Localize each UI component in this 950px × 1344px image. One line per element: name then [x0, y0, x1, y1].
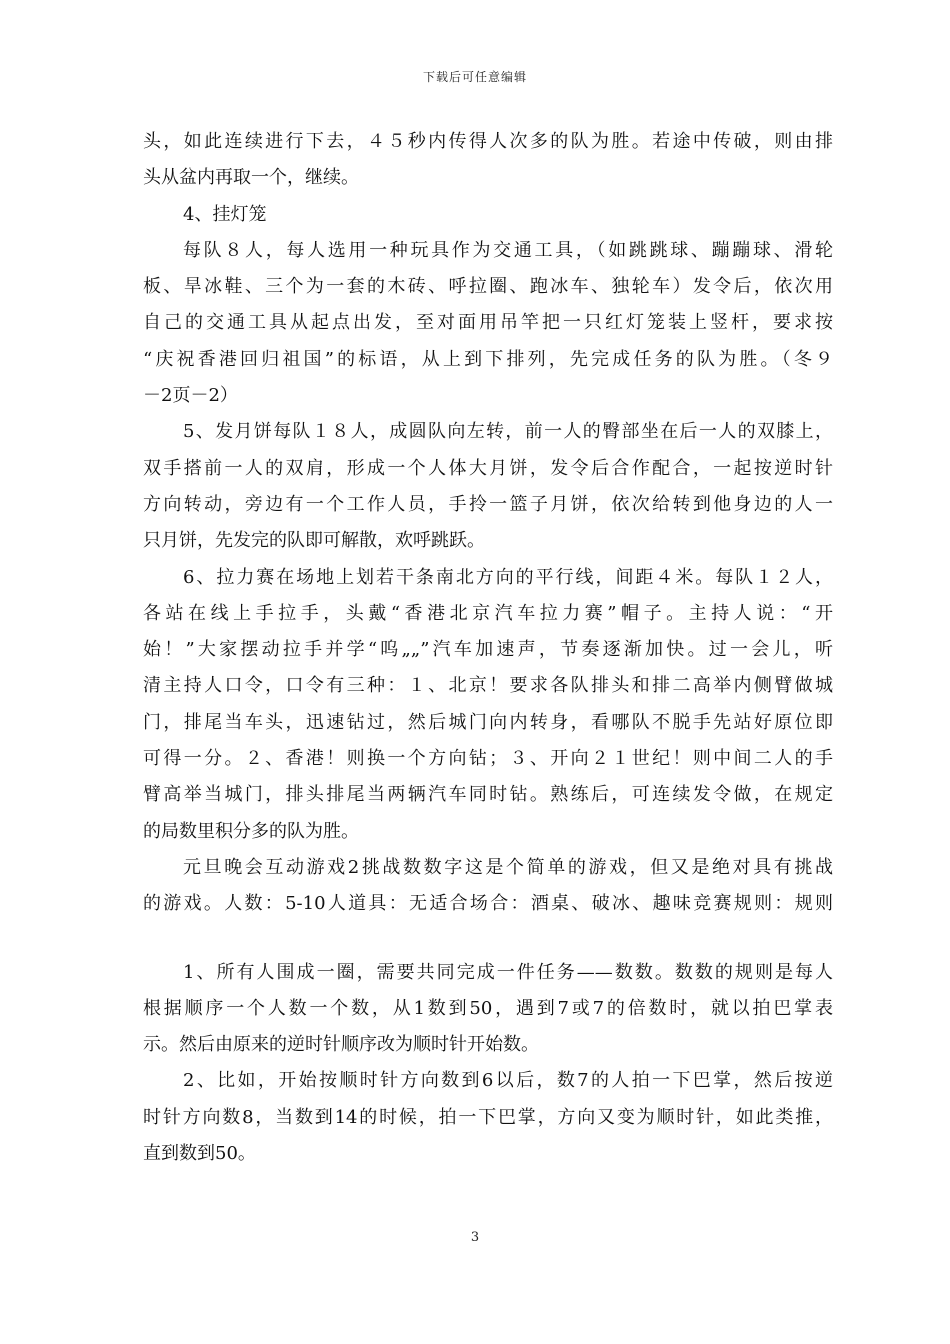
- text-line: 各站在线上手拉手，头戴“香港北京汽车拉力赛”帽子。主持人说：“开: [143, 602, 833, 624]
- text-line: 只月饼，先发完的队即可解散，欢呼跳跃。: [143, 530, 485, 552]
- text-line: －2页－2）: [143, 385, 238, 407]
- text-line: 可得一分。２、香港！则换一个方向钻；３、开向２１世纪！则中间二人的手: [143, 748, 833, 770]
- text-line: 6、拉力赛在场地上划若干条南北方向的平行线，间距４米。每队１２人，: [183, 566, 833, 588]
- text-line: 板、旱冰鞋、三个为一套的木砖、呼拉圈、跑冰车、独轮车）发令后，依次用: [143, 276, 833, 298]
- text-line: 元旦晚会互动游戏2挑战数数字这是个简单的游戏，但又是绝对具有挑战: [183, 856, 833, 878]
- document-body: [143, 124, 833, 1172]
- text-line: 1、所有人围成一圈，需要共同完成一件任务——数数。数数的规则是每人: [183, 961, 833, 983]
- text-line: “庆祝香港回归祖国”的标语，从上到下排列，先完成任务的队为胜。（冬９: [143, 348, 833, 370]
- text-line: 门，排尾当车头，迅速钻过，然后城门向内转身，看哪队不脱手先站好原位即: [143, 711, 833, 733]
- text-line: 时针方向数8，当数到14的时候，拍一下巴掌，方向又变为顺时针，如此类推，: [143, 1106, 833, 1128]
- text-line: 每队８人，每人选用一种玩具作为交通工具，（如跳跳球、蹦蹦球、滑轮: [183, 239, 833, 261]
- page-header: 下载后可任意编辑: [422, 70, 527, 84]
- text-line: 臂高举当城门，排头排尾当两辆汽车同时钻。熟练后，可连续发令做，在规定: [143, 784, 833, 806]
- text-line: 头，如此连续进行下去，４５秒内传得人次多的队为胜。若途中传破，则由排: [143, 131, 833, 152]
- text-line: 2、比如，开始按顺时针方向数到6以后，数7的人拍一下巴掌，然后按逆: [183, 1070, 833, 1092]
- text-line: 的局数里积分多的队为胜。: [143, 820, 359, 842]
- text-line: 的游戏。人数：5-10人道具：无适合场合：酒桌、破冰、趣味竞赛规则：规则: [143, 893, 833, 915]
- text-line: 头从盆内再取一个，继续。: [143, 167, 359, 189]
- text-line: 自己的交通工具从起点出发，至对面用吊竿把一只红灯笼装上竖杆，要求按: [143, 312, 833, 334]
- text-line: 根据顺序一个人数一个数，从1数到50，遇到7或7的倍数时，就以拍巴掌表: [143, 997, 833, 1019]
- text-line: 方向转动，旁边有一个工作人员，手拎一篮子月饼，依次给转到他身边的人一: [143, 493, 833, 515]
- text-line: 双手搭前一人的双肩，形成一个人体大月饼，发令后合作配合，一起按逆时针: [143, 457, 833, 479]
- text-line: 5、发月饼每队１８人，成圆队向左转，前一人的臀部坐在后一人的双膝上，: [183, 421, 833, 443]
- text-line: 始！”大家摆动拉手并学“呜„„”汽车加速声，节奏逐渐加快。过一会儿，听: [143, 639, 833, 661]
- text-line: 清主持人口令，口令有三种：１、北京！要求各队排头和排二高举内侧臂做城: [143, 675, 833, 697]
- text-line: 示。然后由原来的逆时针顺序改为顺时针开始数。: [143, 1034, 539, 1056]
- page-number: 3: [470, 1230, 480, 1245]
- text-line: 直到数到50。: [143, 1143, 256, 1165]
- text-line: 4、挂灯笼: [183, 203, 267, 225]
